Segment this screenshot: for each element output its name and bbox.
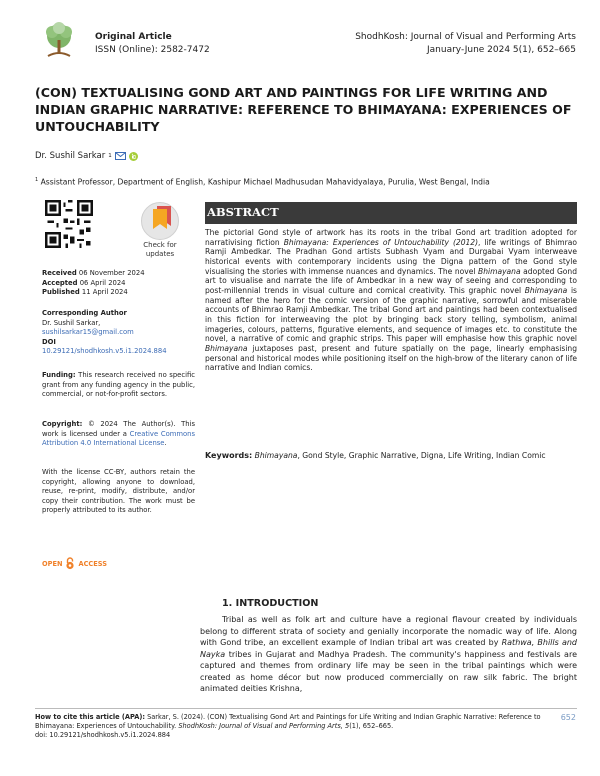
funding-statement [42,371,195,400]
email-icon[interactable] [115,152,126,160]
issn: ISSN (Online): 2582-7472 [95,45,210,55]
open-lock-icon [65,557,75,570]
check-for-updates-badge[interactable] [132,202,188,260]
citation-footer: How to cite this article (APA): Sarkar, S. (2024). (CON) Textualising Gond Art and Paintings for Life Writing and Indian Graphic Narrative: Reference to Bhimayana: Experiences of Untouchability. ShodhKosh: Journal of Visual and Performing Arts, 5(1), 652–665. doi: 10.29121/shodhkosh.v5.i1.2024.884 [35,713,555,741]
affiliation [35,177,490,187]
copyright-end: . [164,439,167,448]
doi-link[interactable]: 10.29121/shodhkosh.v5.i1.2024.884 [42,347,167,356]
journal-name: ShodhKosh: Journal of Visual and Performing Arts [355,32,576,42]
funding-text: This research received no specific grant from any funding agency in the public, commercial, or not-for-profit sectors. [42,371,195,399]
accepted-label: Accepted [42,278,78,287]
introduction-paragraph: Tribal as well as folk art and culture have a regional flavour created by individuals belong to different strata of society and genially incorporate the nomadic way of life. Along with Gond tribe, an excellent example of Indian tribal art was created by Rathwa, Bhills and Nayka tribes in Gujarat and Madhya Pradesh. The community's happiness and festivals are captured and themes from ordinary life may be seen in the tribal paintings which were created as home décor but now produced commercially on raw silk fabric. The bright animated deities Krishna, [200,615,578,693]
check-updates-line1: Check for [143,241,177,249]
copyright-text: © 2024 The Author(s). This work is licensed under a [42,420,195,438]
received-label: Received [42,269,77,277]
access-text: ACCESS [78,559,107,568]
accepted-date: 06 April 2024 [79,278,126,287]
funding-label: Funding: [42,371,76,379]
page-header [0,0,600,70]
article-dates [42,269,145,298]
open-access-badge [42,557,107,570]
open-text: OPEN [42,559,63,568]
affiliation-text: Assistant Professor, Department of English, Kashipur Michael Madhusudan Mahavidyalaya, Purulia, West Bengal, India [40,177,490,187]
author-line [35,151,138,161]
check-updates-line2: updates [145,250,175,258]
copyright-label: Copyright: [42,420,83,428]
keywords [205,451,577,461]
header-left [95,31,210,57]
keywords-rest: , Gond Style, Graphic Narrative, Digna, Life Writing, Indian Comic [297,451,546,460]
section-heading-introduction: 1. INTRODUCTION [222,598,319,609]
license-link[interactable]: Creative Commons Attribution 4.0 International License [42,429,195,448]
abstract-heading: ABSTRACT [207,205,279,219]
corr-name: Dr. Sushil Sarkar, [42,318,101,327]
journal-logo-icon [38,20,80,62]
cite-label: How to cite this article (APA): [35,713,145,721]
header-right [355,31,576,57]
affiliation-sup: 1 [35,177,39,183]
issue-info: January-June 2024 5(1), 652–665 [427,45,576,55]
page-number: 652 [560,713,576,722]
footer-divider [35,708,577,709]
published-date: 11 April 2024 [81,288,128,297]
orcid-icon[interactable] [129,152,138,161]
corr-email-link[interactable]: sushilsarkar15@gmail.com [42,328,134,337]
bookmark-icon [141,202,179,240]
published-label: Published [42,288,80,297]
corresponding-author [42,309,194,357]
doi-label: DOI [42,337,56,346]
qr-code-icon[interactable] [45,200,93,248]
keywords-label: Keywords: [205,451,253,460]
article-type: Original Article [95,32,172,42]
author-name: Dr. Sushil Sarkar [35,151,106,161]
copyright-statement [42,420,195,449]
corr-heading: Corresponding Author [42,309,127,317]
author-sup: 1 [108,153,112,159]
keyword-first: Bhimayana [254,451,298,460]
abstract-body: The pictorial Gond style of artwork has its roots in the tribal Gond art tradition adopted for narrativising fiction Bhimayana: Experiences of Untouchability (2012), life writings of Bhimrao Ramji Ambedkar. The Pradhan Gond artists Subhash Vyam and Durgabai Vyam interweave historical events with contemporary incidents using the Digna pattern of the Gond style visualising the stories with immense nuances and dynamics. The novel Bhimayana adopted Gond art to visualise and narrate the life of Ambedkar in a new way of seeing and corresponding to post-millennial trends in visual culture and comical creativity. This graphic novel Bhimayana is named after the hero for the comic version of the graphic narrative, sorrowful and miserable accounts of Bhimrao Ramji Ambedkar. The tribal Gond art and paintings had been contextualised in this fiction for interweaving the plot by bringing back story telling, symbolism, animal imageries, colours, patterns, figurative elements, and sequence of images etc. to constitute the novel, a narrative of comic and graphic strips. This paper will emphasise how this graphic novel Bhimayana juxtaposes past, present and future spatially on the page, linearly emphasising personal and historical modes while positioning itself on the high-brow of the literary canon of life narrative and Indian comics. [205,228,578,373]
footer-doi: doi: 10.29121/shodhkosh.v5.i1.2024.884 [35,731,171,740]
license-note: With the license CC-BY, authors retain the copyright, allowing anyone to download, reuse, re-print, modify, distribute, and/or copy their contribution. The work must be properly attributed to its author. [42,468,195,515]
article-title: (CON) TEXTUALISING GOND ART AND PAINTINGS FOR LIFE WRITING AND INDIAN GRAPHIC NARRATIVE: REFERENCE TO BHIMAYANA: EXPERIENCES OF UNTOUCHABILITY [35,85,572,134]
received-date: 06 November 2024 [78,269,145,277]
